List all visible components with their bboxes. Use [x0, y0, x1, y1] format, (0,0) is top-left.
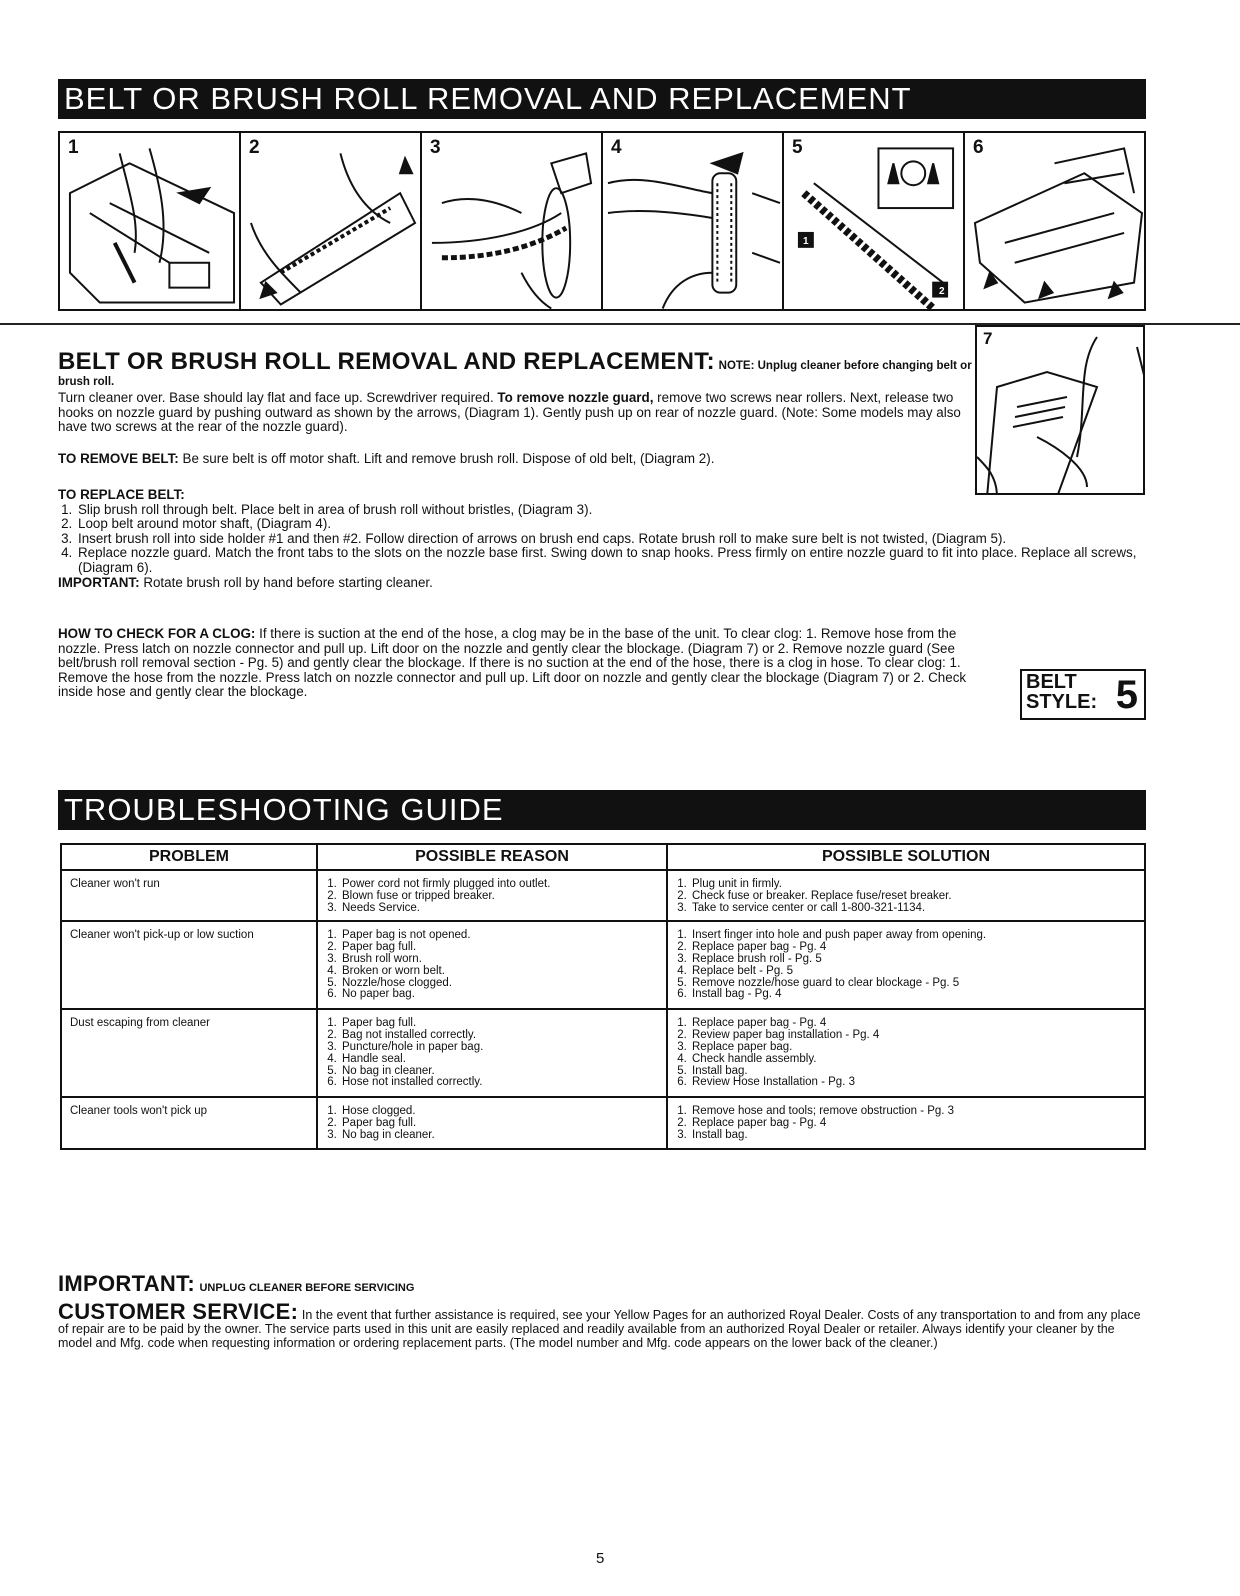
list-item: 2. Replace paper bag - Pg. 4: [690, 1118, 1136, 1130]
remove-belt-label: TO REMOVE BELT:: [58, 451, 179, 466]
replace-belt-steps: [58, 503, 1148, 576]
diagram-number: 2: [249, 137, 260, 158]
important-heading: IMPORTANT:: [58, 1271, 196, 1296]
remove-belt-para: [58, 452, 958, 467]
list-item: 4. Handle seal.: [340, 1054, 658, 1066]
column-header-reason: POSSIBLE REASON: [317, 844, 667, 870]
list-item: 6. Install bag - Pg. 4: [690, 989, 1136, 1001]
brush-roll-removal-illustration: [241, 133, 420, 309]
replace-nozzle-guard-illustration: [965, 133, 1144, 309]
important-label: IMPORTANT:: [58, 574, 140, 590]
column-header-solution: POSSIBLE SOLUTION: [667, 844, 1145, 870]
table-row: [61, 1009, 1145, 1097]
list-item: 1. Slip brush roll through belt. Place belt in area of brush roll without bristles, (Diagram 3).: [76, 503, 1148, 518]
diagram-number: 4: [611, 137, 622, 158]
list-item: 1. Power cord not firmly plugged into outlet.: [340, 879, 658, 891]
solution-cell: [667, 870, 1145, 921]
list-item: 6. No paper bag.: [340, 989, 658, 1001]
solutions-list: [676, 1106, 1136, 1141]
hands-screwdriver-illustration: [60, 133, 239, 309]
solutions-list: [676, 1018, 1136, 1089]
remove-belt-text: Be sure belt is off motor shaft. Lift and remove brush roll. Dispose of old belt, (Diagram 2).: [182, 451, 715, 466]
list-item: 2. Loop belt around motor shaft, (Diagram 4).: [76, 517, 1148, 532]
reason-cell: [317, 921, 667, 1009]
list-item: 3. Puncture/hole in paper bag.: [340, 1042, 658, 1054]
diagram-5: [784, 133, 965, 309]
page-number: 5: [596, 1550, 605, 1567]
list-item: 2. Paper bag full.: [340, 1118, 658, 1130]
list-item: 2. Check fuse or breaker. Replace fuse/reset breaker.: [690, 891, 1136, 903]
diagram-number: 3: [430, 137, 441, 158]
table-row: [61, 1097, 1145, 1148]
list-item: 1. Paper bag is not opened.: [340, 930, 658, 942]
belt-label: BELT: [1026, 671, 1077, 693]
callout-1: 1: [803, 236, 809, 247]
list-item: 1. Insert finger into hole and push paper away from opening.: [690, 930, 1136, 942]
clog-para: [58, 627, 973, 700]
important-footer: [58, 1271, 414, 1297]
list-item: 6. Review Hose Installation - Pg. 3: [690, 1077, 1136, 1089]
list-item: 3. Install bag.: [690, 1130, 1136, 1142]
list-item: 3. No bag in cleaner.: [340, 1130, 658, 1142]
table-header-row: [61, 844, 1145, 870]
table-row: [61, 870, 1145, 921]
intro-text-b: remove two screws near rollers. Next, release two hooks on nozzle guard by pushing outward as shown by the arrows, (Diagram 1). Gently push up on rear of nozzle guard. (Note: Some models may also have two screws at the rear of the nozzle guard).: [58, 390, 961, 435]
solution-cell: [667, 1009, 1145, 1097]
style-label: STYLE:: [1026, 691, 1098, 713]
list-item: 2. Replace paper bag - Pg. 4: [690, 942, 1136, 954]
list-item: 4. Check handle assembly.: [690, 1054, 1136, 1066]
list-item: 3. Brush roll worn.: [340, 954, 658, 966]
list-item: 2. Bag not installed correctly.: [340, 1030, 658, 1042]
table-row: [61, 921, 1145, 1009]
reason-cell: [317, 870, 667, 921]
important-footer-text: UNPLUG CLEANER BEFORE SERVICING: [199, 1282, 415, 1294]
problem-cell: Cleaner won't pick-up or low suction: [61, 921, 317, 1009]
belt-on-brush-roll-illustration: [422, 133, 601, 309]
customer-service-heading: CUSTOMER SERVICE:: [58, 1299, 299, 1324]
diagram-4: [603, 133, 784, 309]
list-item: 2. Review paper bag installation - Pg. 4: [690, 1030, 1136, 1042]
section-heading: BELT OR BRUSH ROLL REMOVAL AND REPLACEMENT:: [58, 348, 715, 375]
list-item: 1. Remove hose and tools; remove obstruction - Pg. 3: [690, 1106, 1136, 1118]
list-item: 4. Replace nozzle guard. Match the front tabs to the slots on the nozzle base first. Swing down to snap hooks. Press firmly on entire nozzle guard to fit into place. Replace all screws, (Diagram 6).: [76, 546, 1148, 575]
diagram-1: [60, 133, 241, 309]
list-item: 3. Replace brush roll - Pg. 5: [690, 954, 1136, 966]
nozzle-door-illustration: [977, 327, 1145, 495]
solution-cell: [667, 921, 1145, 1009]
list-item: 5. Install bag.: [690, 1066, 1136, 1078]
belt-removal-intro: [58, 348, 973, 435]
reasons-list: [326, 930, 658, 1001]
diagram-strip: [58, 131, 1146, 311]
reason-cell: [317, 1009, 667, 1097]
diagram-3: [422, 133, 603, 309]
replace-belt-block: [58, 488, 1148, 590]
diagram-7: [975, 325, 1145, 495]
list-item: 3. Replace paper bag.: [690, 1042, 1136, 1054]
problem-cell: Cleaner won't run: [61, 870, 317, 921]
reasons-list: [326, 1106, 658, 1141]
list-item: 1. Plug unit in firmly.: [690, 879, 1136, 891]
callout-2: 2: [939, 286, 945, 297]
replace-belt-label: TO REPLACE BELT:: [58, 487, 185, 502]
customer-service-text: In the event that further assistance is required, see your Yellow Pages for an authorized Royal Dealer. Costs of any transportation to and from any place of repair are to be paid by the owner. The service parts used in this unit are easily replaced and readily available from an authorized Royal Dealer or retailer. Always identify your cleaner by the model and Mfg. code when requesting information or ordering replacement parts. (The model number and Mfg. code appears on the lower back of the cleaner.): [58, 1308, 1141, 1350]
section-banner-belt: BELT OR BRUSH ROLL REMOVAL AND REPLACEMENT: [58, 79, 1146, 119]
intro-text-a: Turn cleaner over. Base should lay flat and face up. Screwdriver required.: [58, 390, 494, 406]
list-item: 4. Broken or worn belt.: [340, 966, 658, 978]
diagram-2: [241, 133, 422, 309]
list-item: 5. Nozzle/hose clogged.: [340, 978, 658, 990]
list-item: 2. Blown fuse or tripped breaker.: [340, 891, 658, 903]
solutions-list: [676, 930, 1136, 1001]
solutions-list: [676, 879, 1136, 914]
reason-cell: [317, 1097, 667, 1148]
list-item: 1. Hose clogged.: [340, 1106, 658, 1118]
list-item: 5. Remove nozzle/hose guard to clear blockage - Pg. 5: [690, 978, 1136, 990]
remove-guard-label: To remove nozzle guard,: [497, 390, 654, 406]
diagram-number: 7: [983, 329, 993, 348]
reasons-list: [326, 1018, 658, 1089]
diagram-number: 1: [68, 137, 79, 158]
list-item: 1. Replace paper bag - Pg. 4: [690, 1018, 1136, 1030]
customer-service: [58, 1299, 1148, 1350]
list-item: 1. Paper bag full.: [340, 1018, 658, 1030]
section-banner-troubleshooting: TROUBLESHOOTING GUIDE: [58, 790, 1146, 830]
troubleshooting-table: [60, 843, 1146, 1150]
list-item: 5. No bag in cleaner.: [340, 1066, 658, 1078]
diagram-number: 5: [792, 137, 803, 158]
problem-cell: Dust escaping from cleaner: [61, 1009, 317, 1097]
loop-belt-motor-shaft-illustration: [603, 133, 782, 309]
belt-style-number: 5: [1115, 673, 1138, 717]
clog-label: HOW TO CHECK FOR A CLOG:: [58, 626, 256, 641]
diagram-6: [965, 133, 1144, 309]
clog-text: If there is suction at the end of the hose, a clog may be in the base of the unit. To clear clog: 1. Remove hose from the nozzle. Press latch on nozzle connector and pull up. Lift door on the nozzle and gently clear the blockage. (Diagram 7) or 2. Remove nozzle guard (See belt/brush roll removal section - Pg. 5) and gently clear the blockage. If there is no suction at the end of the hose, there is a clog in hose. To clear clog: 1. Remove the hose from the nozzle. Press latch on nozzle connector and pull up. Lift door on nozzle and gently clear the blockage (Diagram 7) or 2. Check inside hose and gently clear the blockage.: [58, 626, 967, 700]
list-item: 3. Insert brush roll into side holder #1 and then #2. Follow direction of arrows on brush end caps. Rotate brush roll to make sure belt is not twisted, (Diagram 5).: [76, 532, 1148, 547]
list-item: 3. Take to service center or call 1-800-321-1134.: [690, 903, 1136, 915]
belt-style-badge: [1020, 669, 1146, 720]
reasons-list: [326, 879, 658, 914]
solution-cell: [667, 1097, 1145, 1148]
list-item: 4. Replace belt - Pg. 5: [690, 966, 1136, 978]
list-item: 6. Hose not installed correctly.: [340, 1077, 658, 1089]
column-header-problem: PROBLEM: [61, 844, 317, 870]
list-item: 3. Needs Service.: [340, 903, 658, 915]
problem-cell: Cleaner tools won't pick up: [61, 1097, 317, 1148]
list-item: 2. Paper bag full.: [340, 942, 658, 954]
unplug-note: NOTE: Unplug cleaner before changing belt or brush roll.: [58, 360, 972, 388]
insert-brush-roll-illustration: [784, 133, 963, 309]
diagram-number: 6: [973, 137, 984, 158]
important-text: Rotate brush roll by hand before starting cleaner.: [143, 574, 433, 590]
